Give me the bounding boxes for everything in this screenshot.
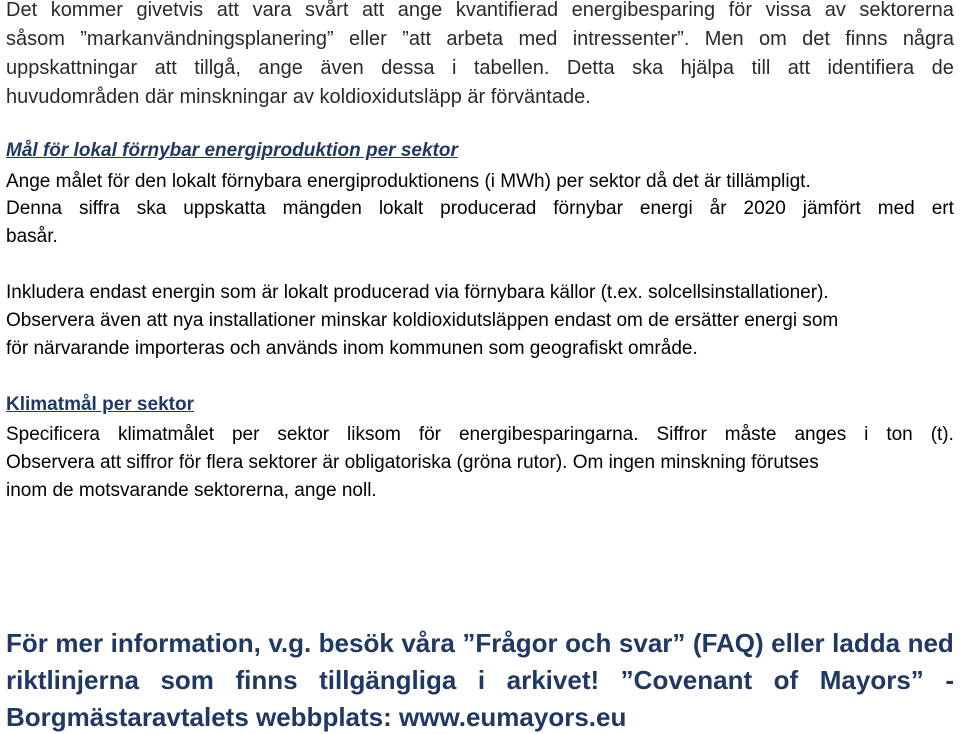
word: sektor bbox=[277, 424, 330, 445]
word: ska bbox=[632, 57, 664, 79]
word: anges bbox=[794, 424, 847, 445]
word: ”att bbox=[402, 28, 432, 50]
intro-line-3 bbox=[6, 58, 954, 78]
word: identifiera bbox=[827, 57, 915, 79]
word: svårt bbox=[305, 0, 349, 21]
renewable-line-5: Observera även att nya installationer minskar koldioxidutsläppen endast om de ersätter energi som bbox=[6, 310, 839, 331]
word: eller bbox=[349, 28, 387, 50]
word: ange bbox=[397, 0, 443, 21]
word: klimatmålet bbox=[117, 424, 215, 445]
word: givetvis bbox=[136, 0, 204, 21]
word: Specificera bbox=[6, 424, 100, 445]
word: uppskatta bbox=[183, 198, 266, 219]
climate-line-2: Observera att siffror för flera sektorer är obligatoriska (gröna rutor). Om ingen minskning förutses bbox=[6, 452, 819, 473]
climate-line-1 bbox=[6, 425, 954, 444]
word: förnybar bbox=[553, 198, 623, 219]
word: vara bbox=[252, 0, 292, 21]
word: med bbox=[877, 198, 915, 219]
word: eller bbox=[771, 628, 825, 658]
word: de bbox=[931, 57, 954, 79]
word: Det bbox=[6, 0, 38, 21]
word: såsom bbox=[6, 28, 65, 50]
word: Men bbox=[704, 28, 744, 50]
intro-line-4: huvudområden där minskningar av koldioxidutsläpp är förväntade. bbox=[6, 86, 591, 108]
word: ”Frågor bbox=[462, 628, 558, 658]
word: jämfört bbox=[802, 198, 861, 219]
renewable-line-4: Inkludera endast energin som är lokalt producerad via förnybara källor (t.ex. solcellsinstallationer). bbox=[6, 282, 829, 303]
word: och bbox=[565, 628, 612, 658]
word: Denna bbox=[6, 198, 62, 219]
word: Detta bbox=[566, 57, 615, 79]
word: ska bbox=[136, 198, 167, 219]
word: producerad bbox=[440, 198, 537, 219]
word: liksom bbox=[347, 424, 401, 445]
word: i bbox=[864, 424, 869, 445]
word: mängden bbox=[282, 198, 362, 219]
word: som bbox=[160, 665, 214, 695]
word: år bbox=[709, 198, 727, 219]
intro-line-2 bbox=[6, 29, 954, 49]
word: - bbox=[945, 665, 954, 695]
word: 2020 bbox=[743, 198, 786, 219]
word: att bbox=[361, 0, 385, 21]
word: måste bbox=[724, 424, 777, 445]
word: intressenter”. bbox=[572, 28, 690, 50]
word: tillgå, bbox=[194, 57, 241, 79]
word: ”Covenant bbox=[620, 665, 753, 695]
word: finns bbox=[235, 665, 298, 695]
intro-line-1 bbox=[6, 0, 954, 20]
word: information, bbox=[110, 628, 261, 658]
word: riktlinjerna bbox=[6, 665, 139, 695]
word: ange bbox=[258, 57, 303, 79]
word: Mayors” bbox=[819, 665, 924, 695]
word: kommer bbox=[50, 0, 123, 21]
heading-renewable-targets: Mål för lokal förnybar energiproduktion per sektor bbox=[6, 140, 458, 161]
renewable-line-3: basår. bbox=[6, 226, 58, 247]
word: för bbox=[728, 0, 752, 21]
word: siffra bbox=[78, 198, 120, 219]
word: att bbox=[787, 57, 811, 79]
word: of bbox=[773, 665, 799, 695]
word: arbeta bbox=[446, 28, 504, 50]
renewable-line-1: Ange målet för den lokalt förnybara energiproduktionens (i MWh) per sektor då det är tillämpligt. bbox=[6, 171, 811, 192]
word: för bbox=[418, 424, 442, 445]
word: För bbox=[6, 628, 48, 658]
word: lokalt bbox=[378, 198, 424, 219]
word: energibesparing bbox=[571, 0, 716, 21]
heading-climate-targets: Klimatmål per sektor bbox=[6, 394, 194, 415]
word: dessa bbox=[381, 57, 435, 79]
word: energibesparingarna. bbox=[458, 424, 639, 445]
more-info-line-1 bbox=[6, 630, 954, 656]
word: att bbox=[154, 57, 177, 79]
word: energi bbox=[639, 198, 693, 219]
word: sektorerna bbox=[859, 0, 954, 21]
word: vissa bbox=[765, 0, 812, 21]
word: per bbox=[231, 424, 260, 445]
climate-line-3: inom de motsvarande sektorerna, ange noll. bbox=[6, 480, 377, 501]
word: det bbox=[802, 28, 830, 50]
word: besök bbox=[318, 628, 394, 658]
word: våra bbox=[401, 628, 455, 658]
word: tabellen. bbox=[473, 57, 550, 79]
renewable-line-6: för närvarande importeras och används inom kommunen som geografiskt område. bbox=[6, 338, 698, 359]
word: till bbox=[751, 57, 771, 79]
word: av bbox=[824, 0, 846, 21]
word: kvantifierad bbox=[455, 0, 559, 21]
word: att bbox=[216, 0, 239, 21]
word: (FAQ) bbox=[692, 628, 764, 658]
more-info-line-2 bbox=[6, 667, 954, 693]
word: arkivet! bbox=[506, 665, 600, 695]
word: ”markanvändningsplanering” bbox=[80, 28, 334, 50]
word: tillgängliga bbox=[319, 665, 457, 695]
word: mer bbox=[55, 628, 104, 658]
word: några bbox=[902, 28, 954, 50]
word: v.g. bbox=[268, 628, 312, 658]
word: ladda bbox=[832, 628, 901, 658]
word: finns bbox=[845, 28, 888, 50]
word: i bbox=[451, 57, 457, 79]
renewable-line-2 bbox=[6, 199, 954, 218]
word: i bbox=[477, 665, 486, 695]
more-info-line-3: Borgmästaravtalets webbplats: www.eumayors.eu bbox=[6, 702, 627, 732]
word: hjälpa bbox=[680, 57, 735, 79]
word: ton bbox=[886, 424, 913, 445]
word: svar” bbox=[618, 628, 686, 658]
word: även bbox=[320, 57, 364, 79]
word: om bbox=[758, 28, 787, 50]
word: uppskattningar bbox=[6, 57, 138, 79]
word: Siffror bbox=[656, 424, 707, 445]
word: (t). bbox=[930, 424, 954, 445]
word: ned bbox=[907, 628, 954, 658]
word: med bbox=[518, 28, 558, 50]
word: ert bbox=[931, 198, 954, 219]
